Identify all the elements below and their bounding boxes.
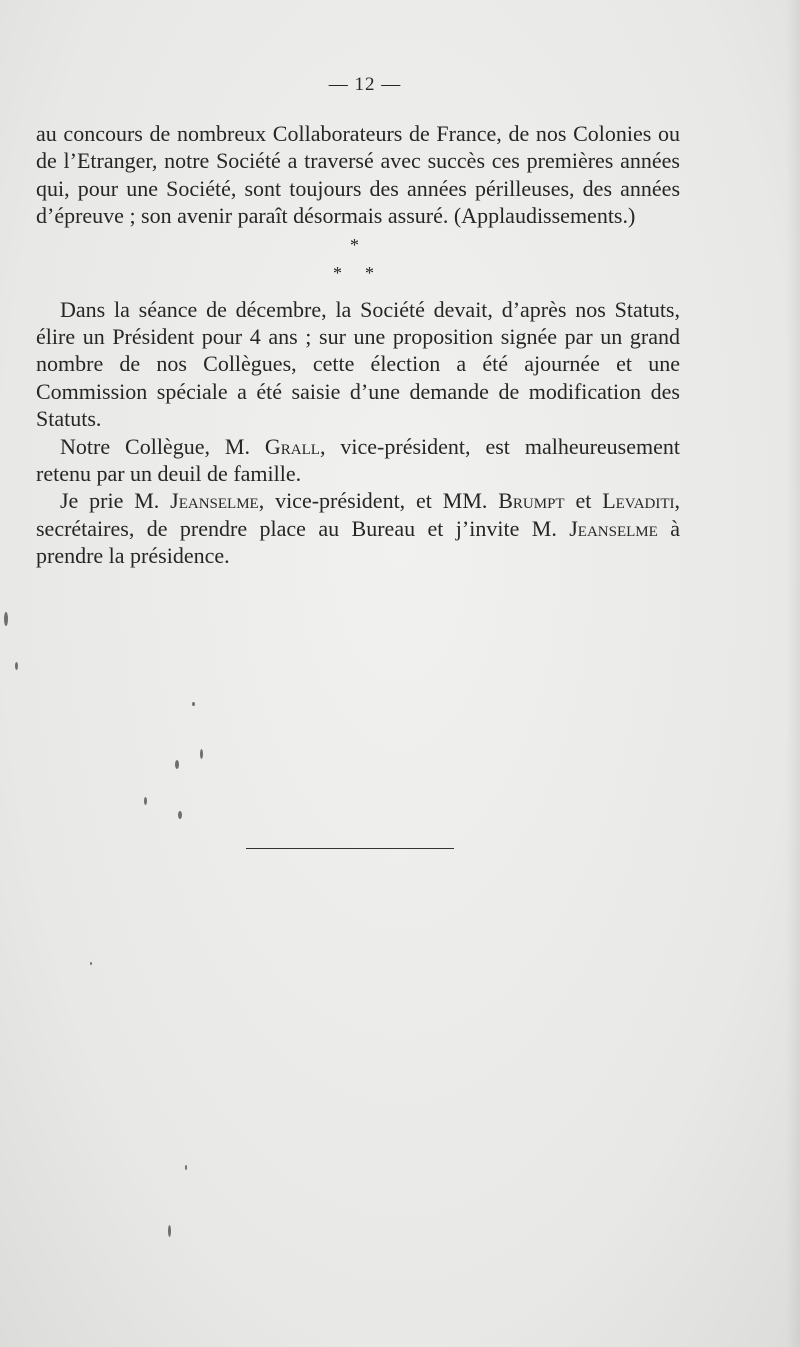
scan-speck [175,760,179,769]
scan-speck [144,797,147,805]
text-run: , vice-président, est malheureusement retenu par un deuil de famille. [36,433,680,487]
person-name: Jeanselme [170,488,259,514]
scan-speck [185,1165,187,1170]
text-run: et [564,488,603,514]
paragraph-bureau [36,487,680,569]
end-rule [246,848,454,849]
paragraph-grall [36,433,680,488]
paragraph-election: Dans la séance de décembre, la Société devait, d’après nos Statuts, élire un Président pour 4 ans ; sur une proposition signée par un grand nombre de nos Collègues, cette élection a été ajournée et une Commission spéciale a été saisie d’une demande de modification des Statuts. [36,296,680,432]
asterism-star: * [333,262,342,283]
scan-speck [192,702,195,706]
person-name: Jeanselme [569,515,658,541]
asterism-star: * [365,262,374,283]
text-run: , secrétaires, de prendre place au Bureau et j’invite M. [36,488,681,541]
text-run: à prendre la présidence. [36,515,680,569]
paragraph-continuation: au concours de nombreux Collaborateurs de France, de nos Colonies ou de l’Etranger, notre Société a traversé avec succès ces premières années qui, pour une Société, sont toujours des années périlleuses, des années d’épreuve ; son avenir paraît désormais assuré. (Applaudissements.) [36,121,680,229]
scan-speck [90,962,92,965]
page-body [36,120,680,570]
text-run: Notre Collègue, M. [60,433,265,459]
text-run: Je prie M. [60,488,171,514]
scan-speck [200,749,203,759]
section-break-asterism [36,232,680,294]
scan-speck [4,612,8,626]
person-name: Grall [264,433,320,459]
page-edge-shadow [786,0,800,1347]
scan-speck [15,662,18,670]
person-name: Levaditi [602,488,675,514]
scan-speck [168,1225,171,1237]
person-name: Brumpt [498,488,565,514]
text-run: , vice-président, et MM. [258,488,499,514]
asterism-star: * [350,234,359,255]
page-number: — 12 — [328,74,402,95]
scan-speck [178,811,182,819]
